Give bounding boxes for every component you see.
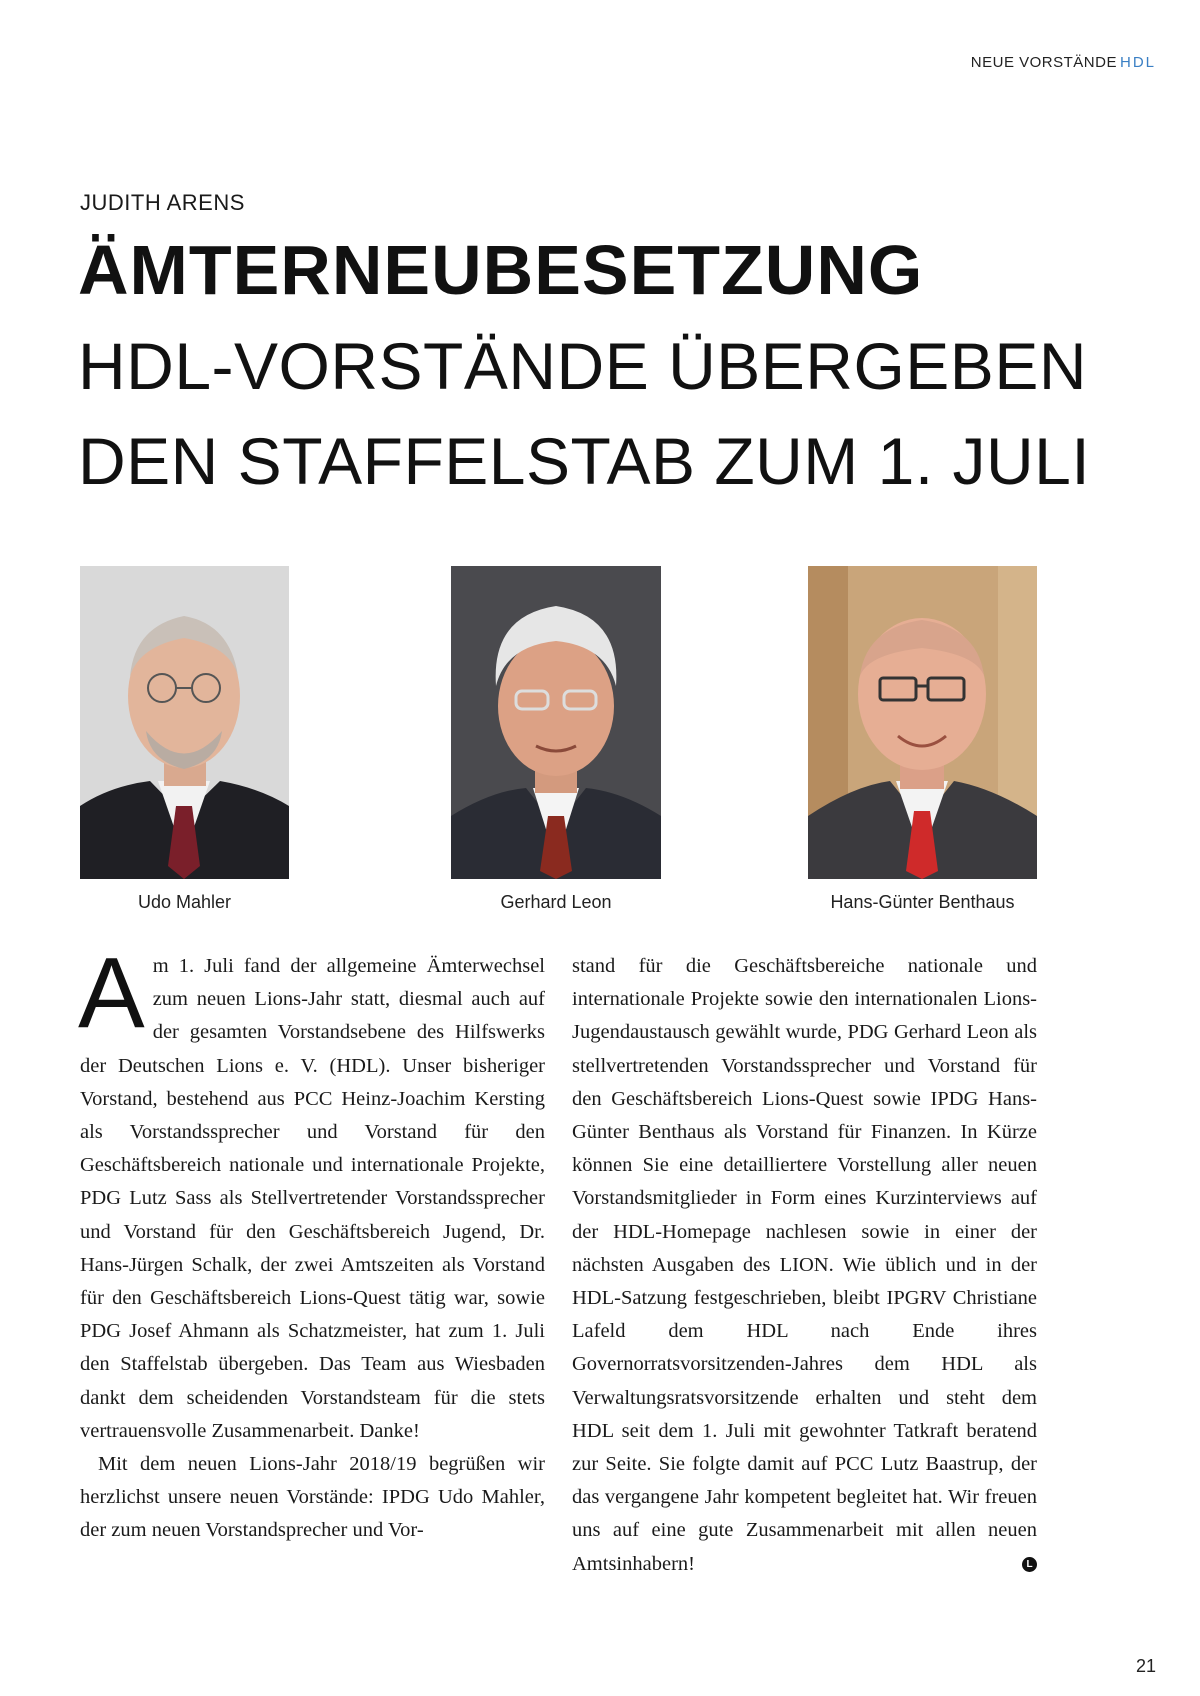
body-column-left (78, 937, 545, 1548)
portrait-photo-gerhard-leon (451, 566, 661, 879)
section-label: NEUE VORSTÄNDE (970, 54, 1117, 71)
portrait-photo-udo-mahler (80, 566, 289, 879)
article-subtitle-line-2: DEN STAFFELSTAB ZUM 1. JULI (78, 424, 1091, 498)
photo-caption: Hans-Günter Benthaus (830, 892, 1015, 912)
author-name: JUDITH ARENS (80, 190, 245, 215)
body-column-right (572, 950, 1037, 1581)
photo-caption: Udo Mahler (137, 892, 232, 912)
paragraph-text: m 1. Juli fand der allgemeine Ämterwechsel zum neuen Lions-Jahr statt, diesmal auch auf der gesamten Vorstandsebene des Hilfswerks der Deutschen Lions e. V. (HDL). Unser bisheriger Vorstand, bestehend aus PCC Heinz-Joachim Kersting als Vorstandssprecher und Vorstand für den Geschäftsbereich nationale und internationale Projekte, PDG Lutz Sass als Stellvertretender Vorstandssprecher und Vorstand für den Geschäftsbereich Jugend, Dr. Hans-Jürgen Schalk, der zwei Amtszeiten als Vorstand für den Geschäftsbereich Lions-Quest tätig war, sowie PDG Josef Ahmann als Schatzmeister, hat zum 1. Juli den Staffelstab übergeben. Das Team aus Wiesbaden dankt dem scheidenden Vorstandsteam für die stets vertrauensvolle Zusammenarbeit. Danke! (80, 955, 545, 1442)
drop-cap: A (78, 937, 145, 1049)
page-number: 21 (1135, 1656, 1156, 1676)
portrait-photo-hans-guenter-benthaus (808, 566, 1037, 879)
body-paragraph: Mit dem neuen Lions-Jahr 2018/19 begrüßen wir herzlichst unsere neuen Vorstände: IPDG Udo Mahler, der zum neuen Vorstandsprecher und Vor- (80, 1453, 545, 1542)
body-paragraph (78, 937, 545, 1448)
brand-label: HDL (1119, 54, 1156, 71)
lion-end-mark-icon: L (1022, 1557, 1037, 1572)
running-header (971, 54, 1156, 71)
article-subtitle-line-1: HDL-VORSTÄNDE ÜBERGEBEN (78, 329, 1088, 403)
photo-caption: Gerhard Leon (500, 892, 612, 912)
body-paragraph (572, 950, 1037, 1581)
paragraph-text: stand für die Geschäftsbereiche nationale und internationale Projekte sowie den internationalen Lions-Jugendaustausch gewählt wurde, PDG Gerhard Leon als stellvertretenden Vorstandssprecher und Vorstand für den Geschäftsbereich Lions-Quest sowie IPDG Hans-Günter Benthaus als Vorstand für Finanzen. In Kürze können Sie eine detailliertere Vorstellung aller neuen Vorstandsmitglieder in Form eines Kurzinterviews auf der HDL-Homepage nachlesen sowie in einer der nächsten Ausgaben des LION. Wie üblich und in der HDL-Satzung festgeschrieben, bleibt IPGRV Christiane Lafeld dem HDL nach Ende ihres Governorratsvorsitzenden-Jahres dem HDL als Verwaltungsratsvorsitzende erhalten und steht dem HDL seit dem 1. Juli mit gewohnter Tatkraft beratend zur Seite. Sie folgte damit auf PCC Lutz Baastrup, der das vergangene Jahr kompetent begleitet hat. Wir freuen uns auf eine gute Zusammenarbeit mit allen neuen Amtsinhabern! (572, 955, 1037, 1575)
article-title: ÄMTERNEUBESETZUNG (78, 231, 924, 309)
